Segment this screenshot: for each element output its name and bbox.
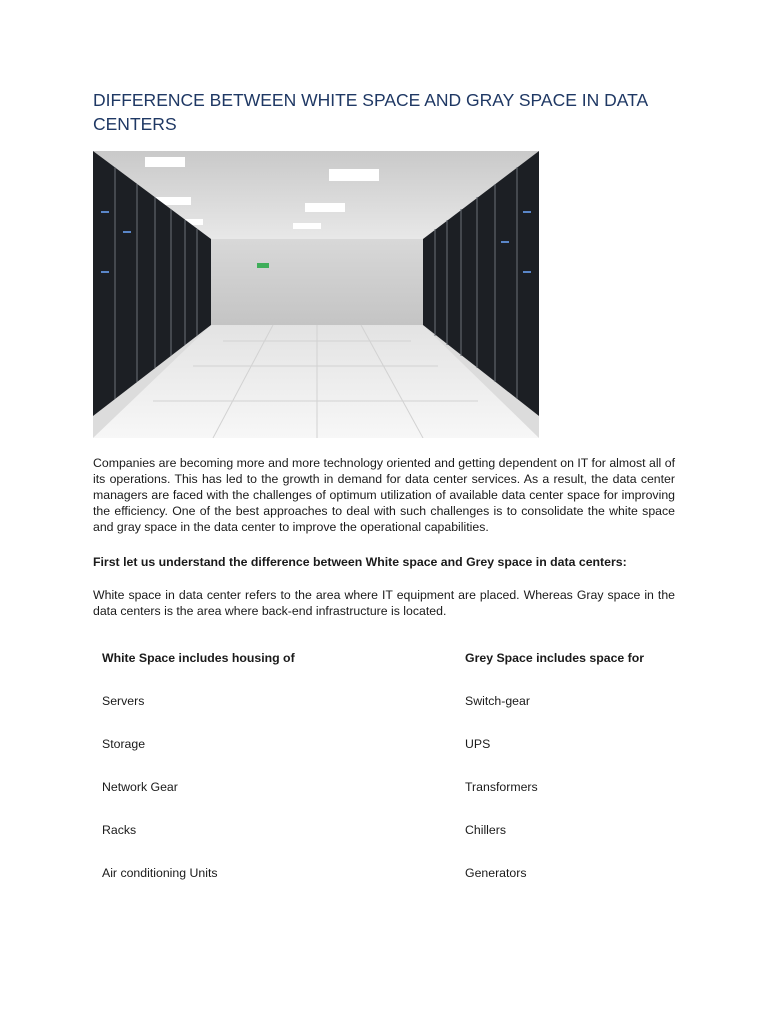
table-row [93, 812, 683, 855]
page-title: DIFFERENCE BETWEEN WHITE SPACE AND GRAY SPACE IN DATA CENTERS [93, 90, 648, 134]
grey-space-cell: Switch-gear [465, 694, 530, 708]
table-row [93, 769, 683, 812]
grey-space-cell: UPS [465, 737, 491, 751]
grey-space-cell: Transformers [465, 780, 538, 794]
white-space-cell: Servers [102, 694, 145, 708]
definition-paragraph: White space in data center refers to the area where IT equipment are placed. Whereas Gray space in the data centers is the area where back-end infrastructure is located. [93, 588, 675, 618]
white-space-cell: Air conditioning Units [102, 866, 218, 880]
grey-space-cell: Generators [465, 866, 527, 880]
header-grey-space: Grey Space includes space for [465, 651, 645, 665]
table-row [93, 855, 683, 898]
grey-space-cell: Chillers [465, 823, 506, 837]
white-space-cell: Network Gear [102, 780, 178, 794]
intro-paragraph: Companies are becoming more and more technology oriented and getting dependent on IT for almost all of its operations. This has led to the growth in demand for data center services. As a result, the data center managers are faced with the challenges of optimum utilization of available data center space for improving the efficiency. One of the best approaches to deal with such challenges is to consolidate the white space and gray space in the data center to improve the operational capabilities. [93, 456, 675, 534]
white-space-cell: Racks [102, 823, 137, 837]
comparison-table [93, 640, 683, 898]
section-subheading: First let us understand the difference between White space and Grey space in data centers: [93, 555, 627, 569]
data-center-photo [93, 151, 539, 438]
header-white-space: White Space includes housing of [102, 651, 295, 665]
table-header-row [93, 640, 683, 683]
white-space-cell: Storage [102, 737, 146, 751]
table-row [93, 726, 683, 769]
table-row [93, 683, 683, 726]
